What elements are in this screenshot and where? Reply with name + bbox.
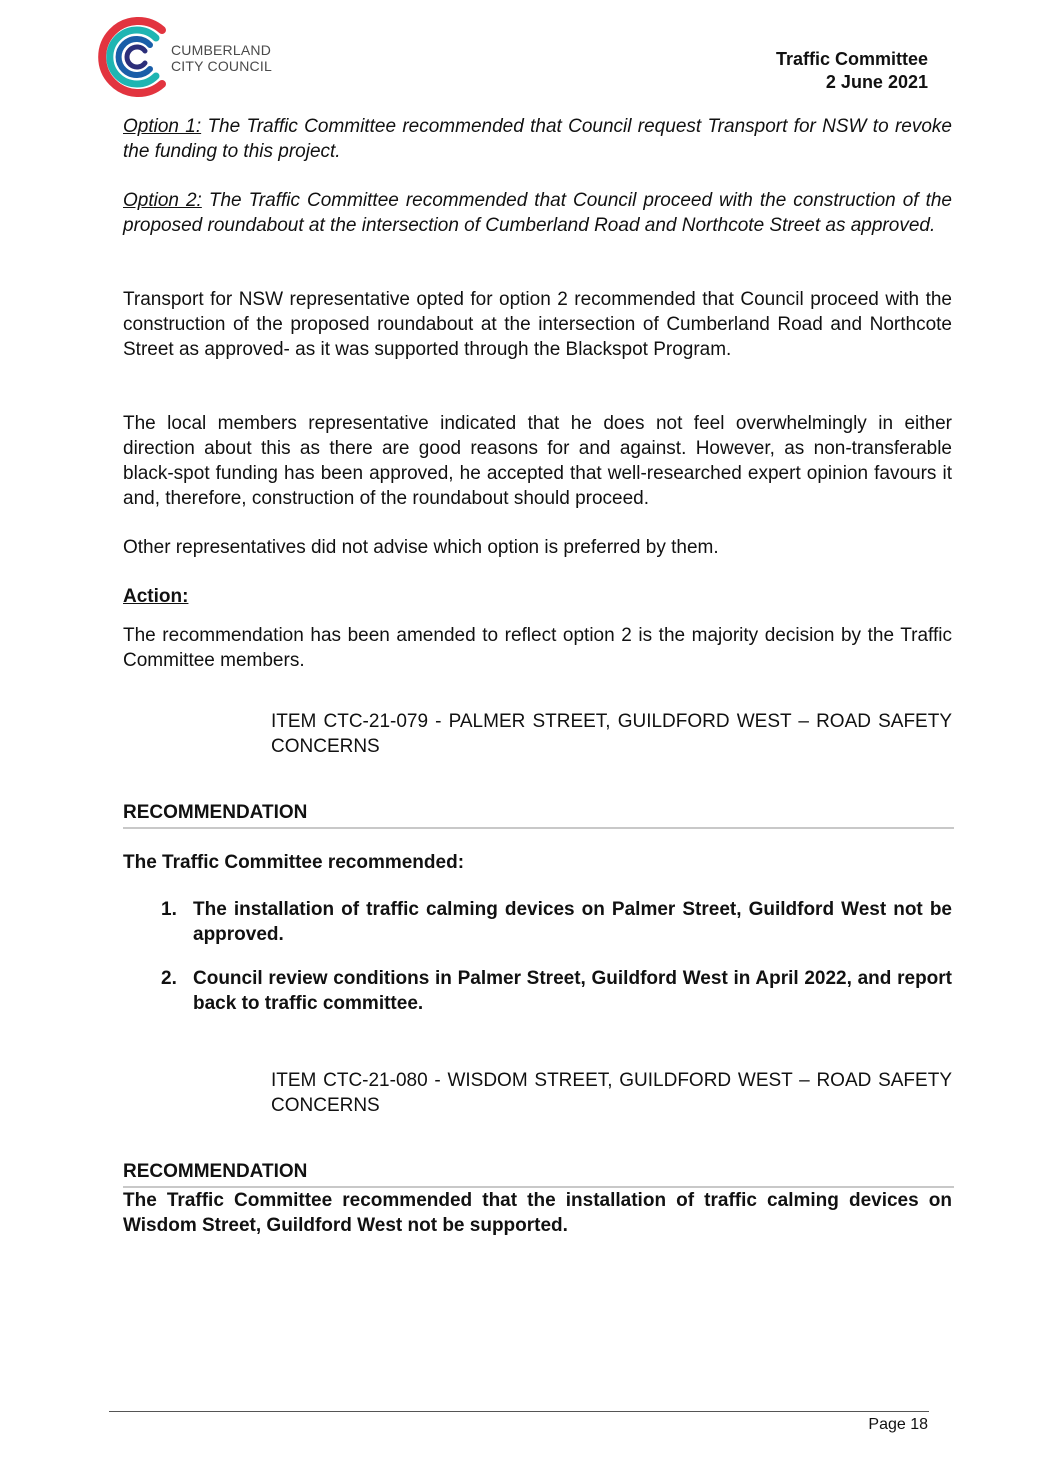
item-080-recommendation xyxy=(123,1188,952,1238)
list-item-text: Council review conditions in Palmer Street, Guildford West in April 2022, and report back to traffic committee. xyxy=(193,968,952,1014)
action-paragraph xyxy=(123,623,952,673)
logo-line-1: CUMBERLAND xyxy=(171,42,272,58)
local-member-paragraph xyxy=(123,411,952,511)
list-item-number: 1. xyxy=(161,899,177,920)
tfnsw-paragraph xyxy=(123,287,952,362)
item-079-intro-text: The Traffic Committee recommended: xyxy=(123,852,465,873)
option-1-label: Option 1: xyxy=(123,116,202,137)
option-2-text: The Traffic Committee recommended that Council proceed with the construction of the proposed roundabout at the intersection of Cumberland Road and Northcote Street as approved. xyxy=(123,190,952,236)
council-logo-mark-icon xyxy=(98,16,170,98)
list-item xyxy=(161,897,952,947)
local-member-text: The local members representative indicated that he does not feel overwhelmingly in either direction about this as there are good reasons for and against. However, as non-transferable black-spot funding has been approved, he accepted that well-researched expert opinion favours it and, therefore, construction of the roundabout should proceed. xyxy=(123,413,952,509)
action-text: The recommendation has been amended to reflect option 2 is the majority decision by the Traffic Committee members. xyxy=(123,625,952,671)
footer-divider xyxy=(109,1411,929,1412)
tfnsw-text: Transport for NSW representative opted for option 2 recommended that Council proceed with the construction of the proposed roundabout at the intersection of Cumberland Road and Northcote Street as approved- as it was supported through the Blackspot Program. xyxy=(123,289,952,360)
option-1-paragraph xyxy=(123,114,952,164)
item-079-recommendation-heading: RECOMMENDATION xyxy=(123,800,954,829)
item-079-intro xyxy=(123,850,952,875)
list-item xyxy=(161,966,952,1016)
item-079-recommendation-list xyxy=(161,897,952,1016)
header-title: Traffic Committee xyxy=(775,49,928,69)
other-reps-paragraph xyxy=(123,535,952,560)
action-heading xyxy=(123,584,952,609)
option-1-text: The Traffic Committee recommended that Council request Transport for NSW to revoke the funding to this project. xyxy=(123,116,952,162)
council-logo xyxy=(98,16,288,98)
list-item-number: 2. xyxy=(161,968,177,989)
action-heading-text: Action: xyxy=(123,586,189,607)
page-number: Page 18 xyxy=(868,1416,928,1433)
other-reps-text: Other representatives did not advise which option is preferred by them. xyxy=(123,537,719,558)
document-header xyxy=(776,48,928,94)
item-079-title: ITEM CTC-21-079 - PALMER STREET, GUILDFORD WEST – ROAD SAFETY CONCERNS xyxy=(271,711,952,757)
option-2-paragraph xyxy=(123,188,952,238)
option-2-label: Option 2: xyxy=(123,190,202,211)
list-item-text: The installation of traffic calming devices on Palmer Street, Guildford West not be approved. xyxy=(193,899,952,945)
item-080-title: ITEM CTC-21-080 - WISDOM STREET, GUILDFORD WEST – ROAD SAFETY CONCERNS xyxy=(271,1070,952,1116)
item-080-recommendation-text: The Traffic Committee recommended that the installation of traffic calming devices on Wisdom Street, Guildford West not be supported. xyxy=(123,1190,952,1236)
logo-line-2: CITY COUNCIL xyxy=(171,58,272,74)
council-logo-text xyxy=(171,42,272,74)
header-date: 2 June 2021 xyxy=(825,72,928,92)
item-080-recommendation-heading: RECOMMENDATION xyxy=(123,1159,954,1188)
